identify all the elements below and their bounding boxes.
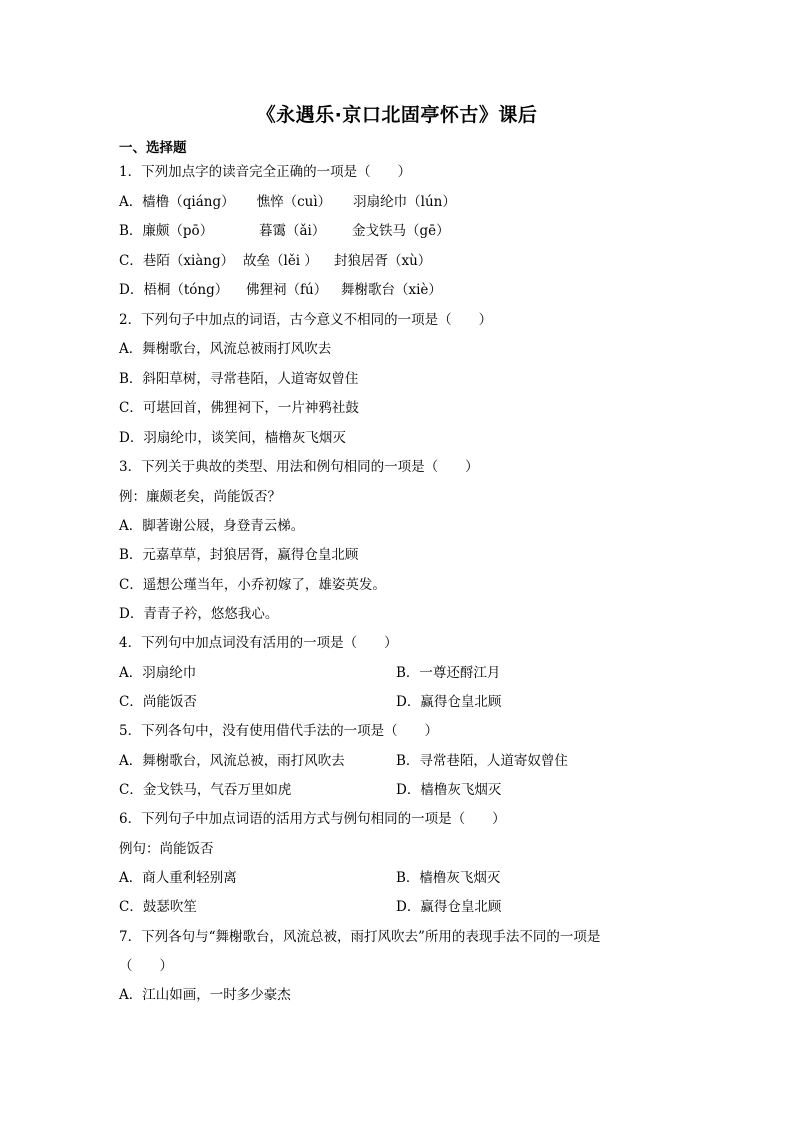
option-text: B．廉颇（pō） <box>119 223 214 239</box>
question-2-stem: 2．下列句子中加点的词语，古今意义不相同的一项是（ ） <box>119 312 493 328</box>
question-5-option-a: A．舞榭歌台，风流总被，雨打风吹去 <box>119 753 345 769</box>
question-1-stem: 1．下列加点字的读音完全正确的一项是（ ） <box>119 164 412 180</box>
option-text: C．巷陌（xiàng） <box>119 253 235 269</box>
question-3-option-b: B．元嘉草草，封狼居胥，赢得仓皇北顾 <box>119 547 359 563</box>
option-text: 憔悴（cuì） <box>256 194 332 210</box>
option-text: 佛狸祠（fú） <box>246 282 328 298</box>
question-6-example: 例句：尚能饭否 <box>119 841 214 857</box>
question-3-option-a: A．脚著谢公屐，身登青云梯。 <box>119 518 305 534</box>
option-text: 暮霭（ǎi） <box>259 223 326 239</box>
question-3-stem: 3．下列关于典故的类型、用法和例句相同的一项是（ ） <box>119 459 479 475</box>
question-4-option-c: C．尚能饭否 <box>119 694 197 710</box>
question-7-stem-continued: （ ） <box>119 958 173 974</box>
question-1-option-b <box>119 221 450 241</box>
question-6-option-c: C．鼓瑟吹笙 <box>119 899 197 915</box>
question-7-stem: 7．下列各句与“舞榭歌台，风流总被，雨打风吹去”所用的表现手法不同的一项是 <box>119 929 601 945</box>
question-4-stem: 4．下列句中加点词没有活用的一项是（ ） <box>119 635 398 651</box>
question-4-option-b: B．一尊还酹江月 <box>396 665 501 681</box>
question-3-option-c: C．遥想公瑾当年，小乔初嫁了，雄姿英发。 <box>119 577 386 593</box>
page-title: 《永遇乐·京口北固亭怀古》课后 <box>256 104 538 126</box>
question-2-option-a: A．舞榭歌台，风流总被雨打风吹去 <box>119 341 332 357</box>
question-7-option-a: A．江山如画，一时多少豪杰 <box>119 987 291 1003</box>
section-heading: 一、选择题 <box>119 140 187 156</box>
question-2-option-c: C．可堪回首，佛狸祠下，一片神鸦社鼓 <box>119 400 359 416</box>
question-4-option-d: D．赢得仓皇北顾 <box>396 694 502 710</box>
question-1-option-d <box>119 280 442 300</box>
question-6-option-b: B．樯橹灰飞烟灭 <box>396 870 501 886</box>
question-5-option-d: D．樯橹灰飞烟灭 <box>396 782 502 798</box>
question-6-option-d: D．赢得仓皇北顾 <box>396 899 502 915</box>
question-5-option-c: C．金戈铁马，气吞万里如虎 <box>119 782 292 798</box>
option-text: 羽扇纶巾（lún） <box>353 194 456 210</box>
question-5-option-b: B．寻常巷陌，人道寄奴曾住 <box>396 753 568 769</box>
question-3-example: 例：廉颇老矣，尚能饭否？ <box>119 489 281 505</box>
question-6-option-a: A．商人重利轻别离 <box>119 870 237 886</box>
question-1-option-a <box>119 192 456 212</box>
option-text: 故垒（lěi ） <box>243 253 318 269</box>
option-text: D．梧桐（tóng） <box>119 282 229 298</box>
question-4-option-a: A．羽扇纶巾 <box>119 665 197 681</box>
option-text: 金戈铁马（gē） <box>352 223 450 239</box>
option-text: 舞榭歌台（xiè） <box>341 282 442 298</box>
question-2-option-b: B．斜阳草树，寻常巷陌，人道寄奴曾住 <box>119 371 359 387</box>
question-6-stem: 6．下列句子中加点词语的活用方式与例句相同的一项是（ ） <box>119 811 506 827</box>
question-3-option-d: D．青青子衿，悠悠我心。 <box>119 606 279 622</box>
question-1-option-c <box>119 251 431 271</box>
question-2-option-d: D．羽扇纶巾，谈笑间，樯橹灰飞烟灭 <box>119 430 346 446</box>
option-text: 封狼居胥（xù） <box>334 253 432 269</box>
question-5-stem: 5．下列各句中，没有使用借代手法的一项是（ ） <box>119 723 439 739</box>
option-text: A．樯橹（qiáng） <box>119 194 235 210</box>
